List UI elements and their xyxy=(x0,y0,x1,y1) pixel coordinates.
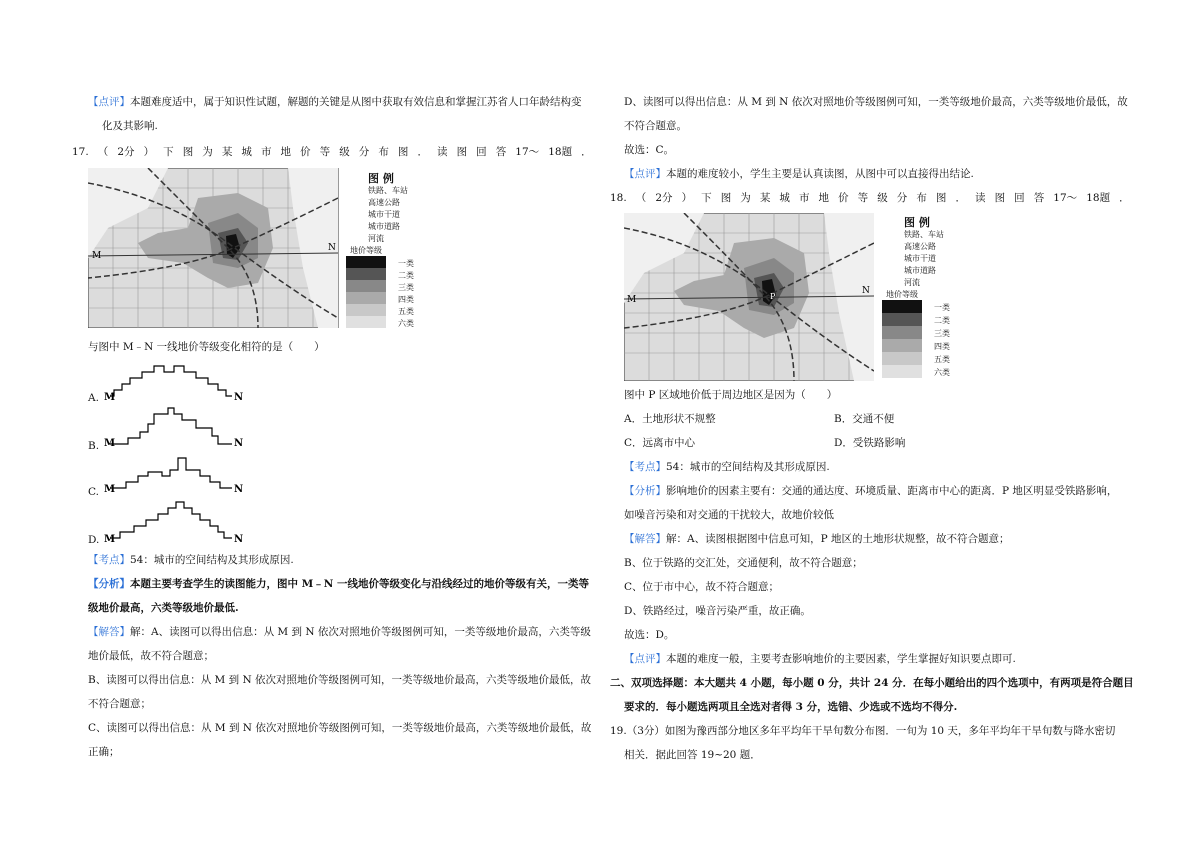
map18-legend xyxy=(882,214,962,379)
legend-river: 河流 xyxy=(904,278,920,287)
q17-kaodian: 【考点】54：城市的空间结构及其形成原因. xyxy=(88,554,294,566)
profile-d-m: M xyxy=(104,534,116,544)
legend-grade-title: 地价等级 xyxy=(350,246,382,255)
q18-c: C、位于市中心，故不符合题意； xyxy=(624,581,780,593)
profile-c-m: M xyxy=(104,484,116,495)
q17-option-c: C. xyxy=(88,486,99,498)
profile-c xyxy=(104,452,244,496)
legend-grade-4: 四类 xyxy=(398,295,414,304)
header-token: 级 xyxy=(877,192,888,204)
header-token: 17～ xyxy=(1053,192,1078,204)
header-token: 图 xyxy=(182,146,194,158)
legend-rail: 铁路、车站 xyxy=(368,186,408,195)
q17-fenxi-line1: 【分析】本题主要考查学生的读图能力，图中 M﹣N 一线地价等级变化与沿线经过的地价等级有关，一类等 xyxy=(88,578,590,590)
header-token: 布 xyxy=(916,192,927,204)
q18-fenxi-line2: 如噪音污染和对交通的干扰较大，故地价较低 xyxy=(624,509,834,521)
legend-rail: 铁路、车站 xyxy=(904,230,944,239)
header-token: 回 xyxy=(476,146,487,158)
header-token: ． xyxy=(1119,192,1130,204)
q18-option-c: C．远离市中心 xyxy=(624,437,696,449)
header-token: 级 xyxy=(339,146,350,158)
header-token: 下 xyxy=(163,146,174,158)
header-token: 答 xyxy=(1033,192,1045,204)
header-token: 城 xyxy=(779,192,790,204)
header-token: 答 xyxy=(495,146,507,158)
header-token: 分 xyxy=(358,146,370,158)
header-token: 某 xyxy=(759,192,771,204)
q17-option-a: A. xyxy=(88,392,99,404)
header-token: 地 xyxy=(280,146,292,158)
legend-grade-2: 二类 xyxy=(934,316,950,325)
profile-d-n: N xyxy=(234,534,244,544)
q19-line2: 相关．据此回答 19~20 题． xyxy=(624,749,761,761)
q18-b: B、位于铁路的交汇处，交通便利，故不符合题意； xyxy=(624,557,863,569)
header-token: 图 xyxy=(456,146,468,158)
profile-a-m: M xyxy=(104,392,116,403)
q18-d: D、铁路经过，噪音污染严重，故正确。 xyxy=(624,605,811,617)
q17-option-b: B. xyxy=(88,440,100,452)
header-token: 图 xyxy=(720,192,732,204)
map17-legend xyxy=(346,170,426,330)
profile-c-n: N xyxy=(234,484,244,495)
header-token: 图 xyxy=(994,192,1006,204)
header-token: 图 xyxy=(935,192,947,204)
header-token: 某 xyxy=(221,146,233,158)
header-token: 城 xyxy=(241,146,252,158)
legend-highway: 高速公路 xyxy=(368,198,400,207)
header-token: 地 xyxy=(818,192,830,204)
review-tag: 【点评】 xyxy=(88,96,130,108)
map18-n-label: N xyxy=(862,286,870,296)
header-token: 2分 xyxy=(655,192,673,204)
header-token: 等 xyxy=(857,192,869,204)
q18-jieda: 【解答】解：A、读图根据图中信息可知，P 地区的土地形状规整，故不符合题意； xyxy=(624,533,1010,545)
profile-d xyxy=(104,498,244,544)
header-token: 价 xyxy=(300,146,311,158)
q18-review: 【点评】本题的难度一般，主要考查影响地价的主要因素，学生掌握好知识要点即可. xyxy=(624,653,1016,665)
header-token: 18. xyxy=(610,192,627,204)
legend-road: 城市道路 xyxy=(368,222,400,231)
profile-b-m: M xyxy=(104,438,116,449)
header-token: 为 xyxy=(202,146,213,158)
legend-trunk: 城市干道 xyxy=(368,210,400,219)
header-token: （ xyxy=(97,146,109,158)
header-token: 17. xyxy=(72,146,89,158)
map17-m-label: M xyxy=(92,251,102,261)
legend-swatches xyxy=(346,256,386,328)
header-token: 下 xyxy=(701,192,712,204)
legend-trunk: 城市干道 xyxy=(904,254,936,263)
header-token: 市 xyxy=(260,146,272,158)
legend-title: 图 例 xyxy=(368,172,394,185)
header-token: 为 xyxy=(740,192,751,204)
header-token: 回 xyxy=(1014,192,1025,204)
map17-n-label: N xyxy=(328,243,336,253)
q18-option-a: A．土地形状不规整 xyxy=(624,413,716,425)
header-token: ． xyxy=(581,146,592,158)
legend-river: 河流 xyxy=(368,234,384,243)
legend-grade-4: 四类 xyxy=(934,342,950,351)
header-token: ） xyxy=(143,146,155,158)
header-token: 分 xyxy=(896,192,908,204)
legend-title: 图 例 xyxy=(904,216,930,229)
header-token: 读 xyxy=(975,192,986,204)
q17-d-line2: 不符合题意。 xyxy=(624,120,687,132)
map18-p-label: P xyxy=(770,292,776,301)
q17-jieda-line2: 地价最低，故不符合题意； xyxy=(88,650,214,662)
header-token: 价 xyxy=(838,192,849,204)
q17-option-d: D. xyxy=(88,534,100,546)
header-token: 图 xyxy=(397,146,409,158)
q17-b-line2: 不符合题意； xyxy=(88,698,151,710)
q17-answer: 故选：C。 xyxy=(624,144,675,156)
q18-answer: 故选：D。 xyxy=(624,629,675,641)
q17-header xyxy=(72,145,592,159)
q17-c-line1: C、读图可以得出信息：从 M 到 N 依次对照地价等级图例可知，一类等级地价最高，六类等级地价最低，故 xyxy=(88,722,592,734)
header-token: ． xyxy=(955,192,966,204)
review16-line1: 【点评】本题难度适中，属于知识性试题，解题的关键是从图中获取有效信息和掌握江苏省人口年龄结构变 xyxy=(88,96,582,108)
legend-grade-1: 一类 xyxy=(398,259,414,268)
header-token: 布 xyxy=(378,146,389,158)
q17-c-line2: 正确； xyxy=(88,746,120,758)
header-token: 2分 xyxy=(117,146,135,158)
header-token: 市 xyxy=(798,192,810,204)
legend-grade-3: 三类 xyxy=(398,283,414,292)
legend-grade-3: 三类 xyxy=(934,329,950,338)
legend-swatches xyxy=(882,300,922,378)
header-token: 等 xyxy=(319,146,331,158)
legend-grade-2: 二类 xyxy=(398,271,414,280)
legend-grade-1: 一类 xyxy=(934,303,950,312)
profile-b-n: N xyxy=(234,438,244,449)
q18-option-b: B．交通不便 xyxy=(834,413,895,425)
legend-grade-5: 五类 xyxy=(398,307,414,316)
q18-option-d: D．受铁路影响 xyxy=(834,437,906,449)
legend-grade-6: 六类 xyxy=(934,368,950,377)
q17-fenxi-line2: 级地价最高，六类等级地价最低. xyxy=(88,602,239,614)
section2-line1: 二、双项选择题：本大题共 4 小题，每小题 0 分，共计 24 分．在每小题给出的四个选项中，有两项是符合题目 xyxy=(610,677,1134,689)
profile-a-n: N xyxy=(234,392,244,403)
q18-header xyxy=(610,191,1130,205)
q17-jieda-line1: 【解答】解：A、读图可以得出信息：从 M 到 N 依次对照地价等级图例可知，一类等级地价最高，六类等级 xyxy=(88,626,591,638)
legend-grade-6: 六类 xyxy=(398,319,414,328)
q17-review: 【点评】本题的难度较小，学生主要是认真读图，从图中可以直接得出结论. xyxy=(624,168,974,180)
land-price-map-18 xyxy=(624,213,874,381)
q18-fenxi-line1: 【分析】影响地价的因素主要有：交通的通达度、环境质量、距离市中心的距离．P 地区明显受铁路影响， xyxy=(624,485,1118,497)
q17-d-line1: D、读图可以得出信息：从 M 到 N 依次对照地价等级图例可知，一类等级地价最高，六类等级地价最低，故 xyxy=(624,96,1128,108)
map18-m-label: M xyxy=(627,295,637,305)
profile-a xyxy=(104,360,244,404)
q17-question: 与图中 M﹣N 一线地价等级变化相符的是（ ） xyxy=(88,341,325,353)
q17-b-line1: B、读图可以得出信息：从 M 到 N 依次对照地价等级图例可知，一类等级地价最高，六类等级地价最低，故 xyxy=(88,674,592,686)
legend-grade-5: 五类 xyxy=(934,355,950,364)
q18-kaodian: 【考点】54：城市的空间结构及其形成原因. xyxy=(624,461,830,473)
legend-grade-title: 地价等级 xyxy=(886,290,918,299)
legend-highway: 高速公路 xyxy=(904,242,936,251)
header-token: 18题 xyxy=(548,146,573,158)
header-token: 读 xyxy=(437,146,448,158)
header-token: 18题 xyxy=(1086,192,1111,204)
review16-line2: 化及其影响. xyxy=(102,120,158,132)
header-token: ． xyxy=(417,146,428,158)
legend-road: 城市道路 xyxy=(904,266,936,275)
header-token: 17～ xyxy=(515,146,540,158)
header-token: （ xyxy=(635,192,647,204)
q19-line1: 19.（3分）如图为豫西部分地区多年平均年干旱旬数分布图．一旬为 10 天，多年平均年干旱旬数与降水密切 xyxy=(610,725,1116,737)
profile-b xyxy=(104,406,244,450)
section2-line2: 要求的．每小题选两项且全选对者得 3 分，选错、少选或不选均不得分. xyxy=(624,701,958,713)
q18-question: 图中 P 区域地价低于周边地区是因为（ ） xyxy=(624,389,838,401)
header-token: ） xyxy=(681,192,693,204)
